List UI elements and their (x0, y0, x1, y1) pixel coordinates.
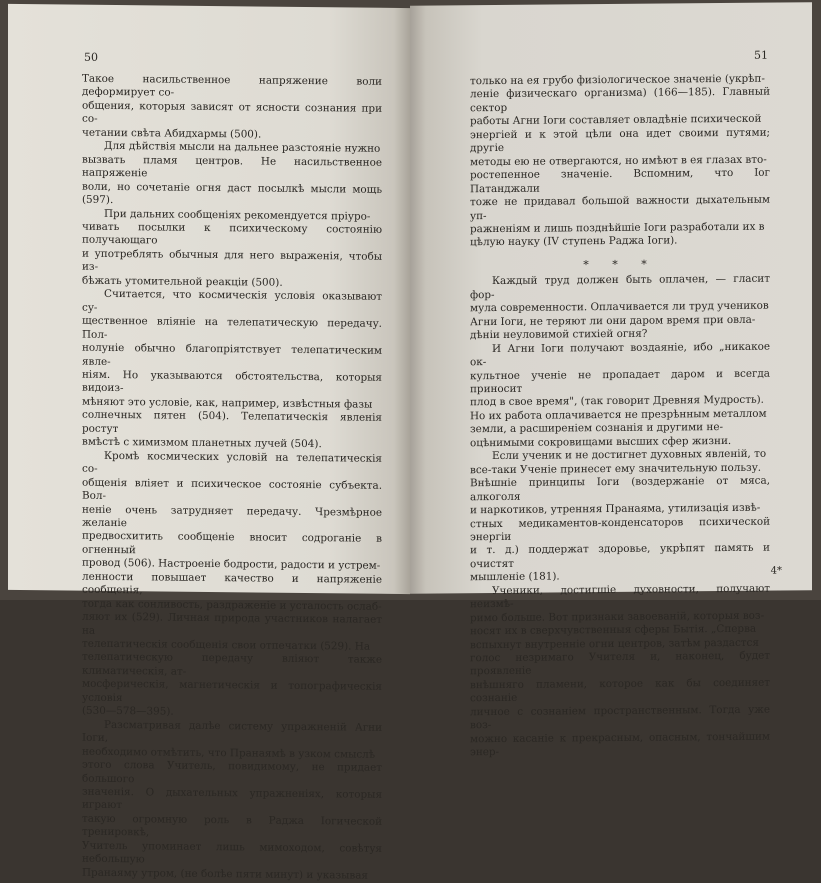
text-line: воли, но сочетаніе огня даст посылкѣ мысли мощь (597). (82, 180, 382, 207)
text-line: необходимо отмѣтить, что Пранаямѣ в узком смыслѣ (82, 745, 376, 761)
text-line: можно касаніе к прекрасным, опасным, тончайшим энер- (470, 730, 770, 759)
text-line: Пранаяму утром, (не болѣе пяти минут) и указывая (82, 866, 368, 882)
text-line: методы ею не отвергаются, но имѣют в ея глазах вто- (470, 153, 767, 168)
text-line: значенія. О дыхательных упражненіях, которыя играют (82, 785, 382, 812)
text-line: Такое насильственное напряжение воли деформирует со- (82, 72, 382, 100)
text-line: нолуніе обычно благопріятствует телепатическим явле- (82, 341, 382, 368)
right-page-text (470, 73, 770, 760)
text-line: ражненіям и лишь позднѣйшіе Іоги разработали их в (470, 220, 765, 236)
text-line: и наркотиков, утренняя Пранаяма, утилизація извѣ- (470, 501, 761, 517)
text-line: Для дѣйствія мысли на дальнее разстояніе нужно (104, 140, 381, 156)
paragraph (470, 273, 770, 343)
text-line: Каждый труд должен быть оплачен, — гласит фор- (470, 272, 770, 302)
text-line: Считается, что космическія условія оказывают су- (82, 288, 382, 314)
text-line: солнечных пятен (504). Телепатическія явленія ростут (82, 408, 382, 435)
text-line: При дальних сообщеніях рекомендуется пріуро- (104, 207, 371, 223)
text-line: работы Агни Іоги составляет овладѣніе психической (470, 113, 762, 128)
text-line: телепатическую передачу вліяют также климатическія, ат- (82, 651, 382, 678)
paragraph (82, 207, 382, 291)
text-line: леніе физическаго организма) (166—185). Главный сектор (470, 86, 770, 115)
page-number-right: 51 (754, 48, 768, 62)
text-line: личное с сознаніем пространственным. Тогда уже воз- (470, 703, 770, 732)
text-line: Разсматривая далѣе систему упражненій Агни Іоги, (82, 718, 382, 745)
paragraph (82, 718, 382, 883)
text-line: вспыхнут внутренніе огни центров, затѣм раздастся (470, 636, 759, 651)
text-line: этого слова Учитель, повидимому, не придает большого (82, 758, 382, 785)
text-line: мѣняют это условіе, как, например, извѣстныя фазы (82, 395, 373, 411)
text-line: бѣжать утомительной реакціи (500). (82, 274, 283, 289)
text-line: римо больше. Вот признаки завоеваній, которыя воз- (470, 609, 765, 624)
section-separator: * * * (583, 257, 657, 272)
text-line: ніям. Но указываются обстоятельства, которыя видоиз- (82, 368, 382, 395)
paragraph (82, 288, 382, 453)
text-line: Кромѣ космических условій на телепатическія со- (82, 449, 382, 475)
paragraph (470, 582, 770, 760)
text-line: стных медикаментов-конденсаторов психической энергіи (470, 515, 770, 544)
text-line: телепатическія сообщенія свои отпечатки (529). На (82, 637, 371, 653)
text-line: плод в свое время", (так говорит Древняя Мудрость). (470, 394, 764, 409)
text-line: Если ученик и не достигнет духовных явленій, то (492, 447, 767, 463)
left-page-text (82, 73, 382, 883)
text-line: земли, а расширеніем сознанія и другими не- (470, 421, 723, 436)
paragraph (82, 73, 382, 143)
text-line: энергіей и к этой цѣли она идет своими путями; другіе (470, 126, 770, 155)
text-line: вызвать пламя центров. Не насильственное напряженіе (82, 153, 382, 180)
text-line: ростепенное значеніе. Вспомним, что Іог Патанджали (470, 166, 770, 195)
text-line: внѣшняго пламени, которое как бы соединяет сознаніе (470, 676, 770, 705)
signature-mark: 4* (770, 565, 782, 577)
text-line: оцѣнимыми сокровищами высших сфер жизни. (470, 434, 732, 450)
paragraph (470, 73, 770, 251)
page-number-left: 50 (84, 50, 98, 64)
text-line: дѣніи неуловимой стихіей огня? (470, 327, 648, 342)
paragraph (82, 449, 382, 721)
text-line: ленности повышает качество и напряженіе сообщенія, (82, 570, 382, 597)
text-line: Внѣшніе принципы Іоги (воздержаніе от мяса, алкоголя (470, 474, 770, 503)
text-line: общения, которыя зависят от ясности сознания при со- (82, 99, 382, 126)
text-line: голос незримаго Учителя и, наконец, будет проявленіе (470, 649, 770, 678)
right-page (410, 2, 812, 759)
text-line: мула современности. Оплачивается ли труд учеников (470, 299, 769, 315)
text-line: цѣлую науку (IV ступень Раджа Іоги). (470, 234, 678, 249)
text-line: Ученики, достигшіе духовности, получают неизмѣ- (470, 582, 770, 611)
text-line: Но их работа оплачивается не презрѣнным металлом (470, 407, 767, 423)
text-line: ляют их (529). Личная природа участников налагает на (82, 610, 382, 637)
text-line: четании свѣта Абидхармы (500). (82, 126, 262, 141)
text-line: провод (506). Настроеніе бодрости, радости и устрем- (82, 556, 381, 573)
text-line: носят их в сверхчувственныя сферы Бытія. „Сперва (470, 622, 757, 638)
text-line: чивать посылки к психическому состоянію получающаго (82, 220, 382, 247)
paragraph (470, 340, 770, 450)
text-line: щественное вліяніе на телепатическую передачу. Пол- (82, 314, 382, 341)
text-line: и употреблять обычныя для него выраженія, чтобы из- (82, 247, 382, 274)
text-line: мышленіе (181). (470, 570, 560, 584)
text-line: Учитель упоминает лишь мимоходом, совѣтуя небольшую (82, 839, 382, 866)
text-line: все-таки Ученіе принесет ему значительную пользу. (470, 461, 762, 476)
paragraph (470, 448, 770, 585)
text-line: только на ея грубо физіологическое значеніе (укрѣп- (470, 72, 765, 88)
text-line: (530—578—395). (82, 704, 174, 718)
text-line: И Агни Іоги получают воздаяніе, ибо „никакое ок- (470, 340, 770, 369)
text-line: мосферическія, магнетическія и топографическія условія (82, 678, 382, 704)
text-line: вмѣстѣ с химизмом планетных лучей (504). (82, 435, 322, 451)
text-line: предвосхитить сообщеніе вносит содроганіе в огненный (82, 530, 382, 557)
text-line: тогда как сонливость, раздраженіе и усталость ослаб- (82, 597, 382, 613)
text-line: культное ученіе не пропадает даром и всегда приносит (470, 367, 770, 396)
text-line: тоже не придавал большой важности дыхательным уп- (470, 193, 770, 222)
text-line: Агни Іоги, не теряют ли они даром время при овла- (470, 313, 756, 328)
text-line: общенія вліяет и психическое состояніе субъекта. Вол- (82, 476, 382, 502)
text-line: и т. д.) поддержат здоровье, укрѣпят память и очистят (470, 542, 770, 571)
text-line: неніе очень затрудняет передачу. Чрезмѣрное желаніе (82, 503, 382, 530)
left-page (8, 4, 410, 882)
paragraph (82, 140, 382, 210)
text-line: такую огромную роль в Раджа Іогической тренировкѣ, (82, 812, 382, 839)
